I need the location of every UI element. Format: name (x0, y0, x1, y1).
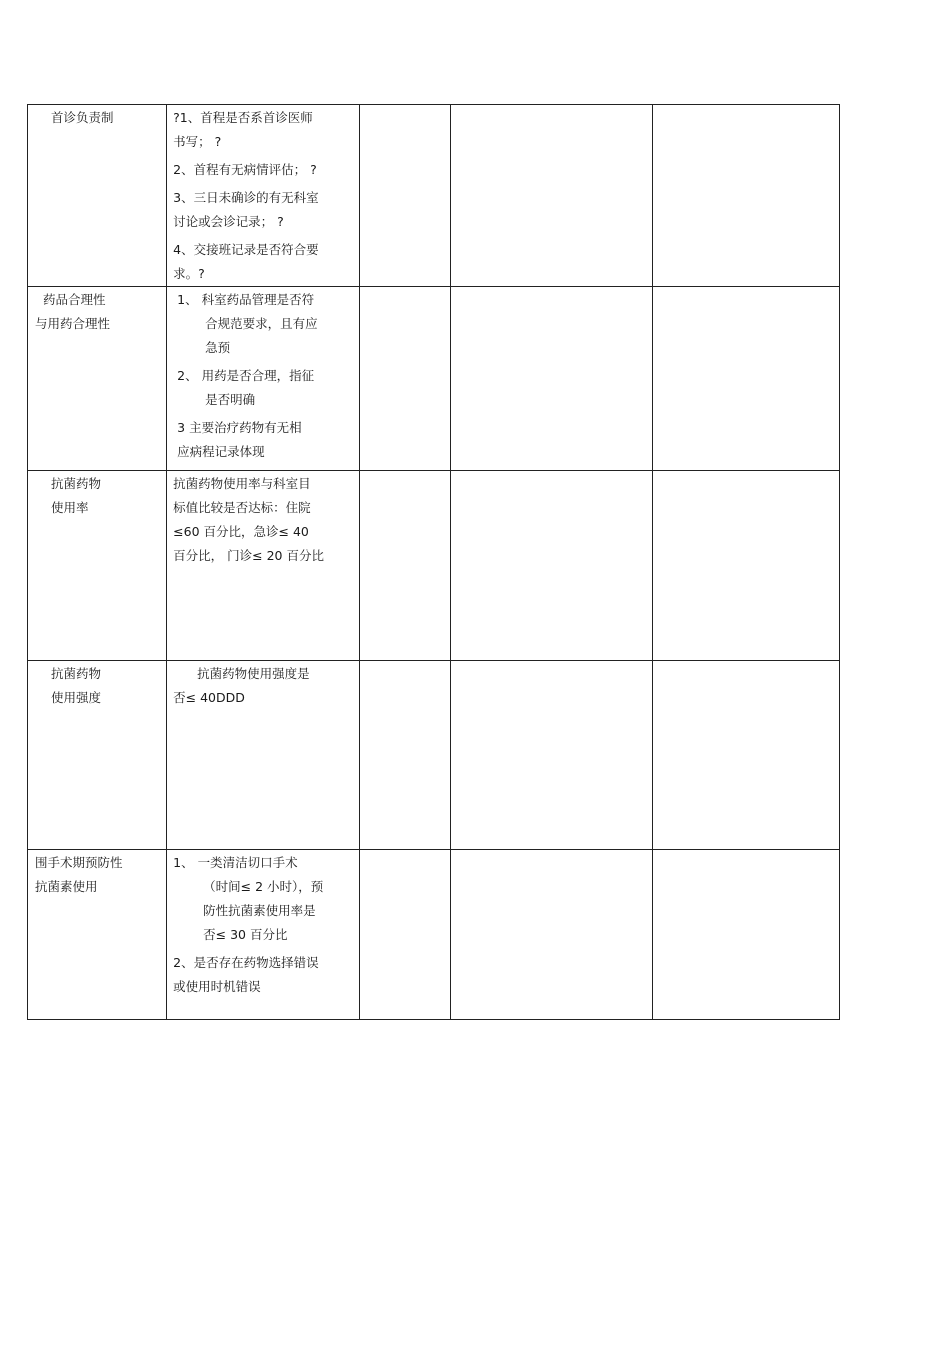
blank-cell[interactable] (360, 850, 450, 1020)
item-label: 与用药合理性 (35, 316, 111, 331)
item-cell (28, 850, 167, 1020)
inspection-table (27, 104, 840, 1020)
criteria-cell (167, 661, 360, 850)
criterion: 3 主要治疗药物有无相 应病程记录体现 (177, 420, 302, 459)
criteria-cell (167, 471, 360, 661)
criterion: 3、三日未确诊的有无科室 讨论或会诊记录； ? (173, 190, 319, 229)
item-label: 抗菌药物 (51, 476, 102, 491)
item-cell (28, 661, 167, 850)
table-row (28, 105, 840, 287)
item-label: 使用率 (51, 500, 89, 515)
blank-cell[interactable] (450, 105, 652, 287)
item-cell (28, 105, 167, 287)
table-row (28, 471, 840, 661)
table-row (28, 661, 840, 850)
blank-cell[interactable] (360, 661, 450, 850)
blank-cell[interactable] (652, 287, 839, 471)
blank-cell[interactable] (450, 661, 652, 850)
criteria-cell (167, 287, 360, 471)
criterion: 2、 用药是否合理，指征 是否明确 (177, 368, 315, 407)
blank-cell[interactable] (450, 471, 652, 661)
blank-cell[interactable] (652, 661, 839, 850)
criterion: 1、 一类清洁切口手术 （时间≤ 2 小时），预 防性抗菌素使用率是 否≤ 30 百分比 (173, 855, 324, 942)
blank-cell[interactable] (360, 105, 450, 287)
criterion: ?1、首程是否系首诊医师 书写； ? (173, 110, 313, 149)
criterion: 2、是否存在药物选择错误 或使用时机错误 (173, 955, 319, 994)
item-label: 抗菌药物 (51, 666, 102, 681)
blank-cell[interactable] (360, 287, 450, 471)
item-label: 使用强度 (51, 690, 102, 705)
item-cell (28, 471, 167, 661)
blank-cell[interactable] (652, 105, 839, 287)
item-cell (28, 287, 167, 471)
criteria-cell (167, 105, 360, 287)
criterion: 4、交接班记录是否符合要 求。? (173, 242, 319, 281)
criterion: 抗菌药物使用强度是 否≤ 40DDD (173, 666, 310, 705)
table-row (28, 850, 840, 1020)
item-label: 首诊负责制 (51, 110, 114, 125)
blank-cell[interactable] (360, 471, 450, 661)
criterion: 抗菌药物使用率与科室目 标值比较是否达标：住院 ≤60 百分比，急诊≤ 40 百分比， 门诊≤ 20 百分比 (173, 476, 324, 563)
criterion: 1、 科室药品管理是否符 合规范要求，且有应 急预 (177, 292, 318, 355)
criterion: 2、首程有无病情评估； ? (173, 162, 317, 177)
criteria-cell (167, 850, 360, 1020)
blank-cell[interactable] (450, 287, 652, 471)
item-label: 围手术期预防性 (35, 855, 123, 870)
item-label: 抗菌素使用 (35, 879, 98, 894)
blank-cell[interactable] (450, 850, 652, 1020)
item-label: 药品合理性 (43, 292, 106, 307)
table-row (28, 287, 840, 471)
blank-cell[interactable] (652, 850, 839, 1020)
blank-cell[interactable] (652, 471, 839, 661)
